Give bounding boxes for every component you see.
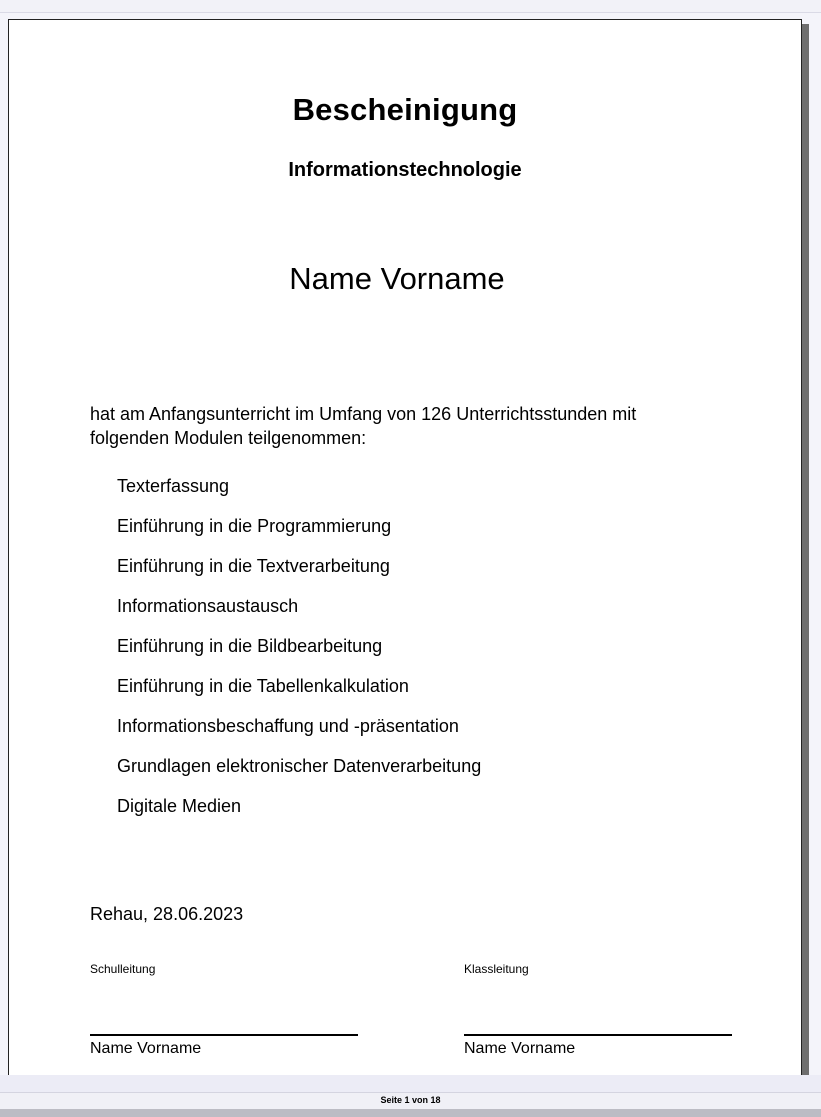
place-date: Rehau, 28.06.2023 bbox=[90, 904, 244, 924]
document-page bbox=[8, 19, 802, 1075]
module-item: Digitale Medien bbox=[117, 796, 242, 816]
person-name: Name Vorname bbox=[289, 261, 505, 296]
signature-role-left: Schulleitung bbox=[90, 962, 156, 976]
viewer-top-strip bbox=[0, 0, 821, 13]
document-title: Bescheinigung bbox=[292, 92, 518, 127]
module-item: Einführung in die Tabellenkalkulation bbox=[117, 676, 409, 696]
page-indicator: Seite 1 von 18 bbox=[380, 1095, 441, 1105]
module-item: Einführung in die Bildbearbeitung bbox=[117, 636, 383, 656]
signature-name-right: Name Vorname bbox=[464, 1040, 576, 1057]
status-bar bbox=[0, 1092, 821, 1110]
module-item: Informationsaustausch bbox=[117, 596, 299, 616]
module-item: Informationsbeschaffung und -präsentation bbox=[117, 716, 459, 736]
signature-role-right: Klassleitung bbox=[464, 962, 529, 976]
signature-name-left: Name Vorname bbox=[90, 1040, 202, 1057]
signature-line-left bbox=[90, 1034, 358, 1036]
module-item: Texterfassung bbox=[117, 476, 230, 496]
intro-text: hat am Anfangsunterricht im Umfang von 126 Unterrichtsstunden mit folgenden Modulen teilgenommen: bbox=[90, 404, 637, 448]
document-viewport[interactable] bbox=[0, 13, 821, 1075]
module-item: Einführung in die Programmierung bbox=[117, 516, 392, 536]
window-bottom-edge bbox=[0, 1109, 821, 1117]
signature-line-right bbox=[464, 1034, 732, 1036]
module-item: Grundlagen elektronischer Datenverarbeitung bbox=[117, 756, 482, 776]
document-subtitle: Informationstechnologie bbox=[288, 159, 522, 181]
module-list bbox=[117, 474, 481, 834]
module-item: Einführung in die Textverarbeitung bbox=[117, 556, 390, 576]
